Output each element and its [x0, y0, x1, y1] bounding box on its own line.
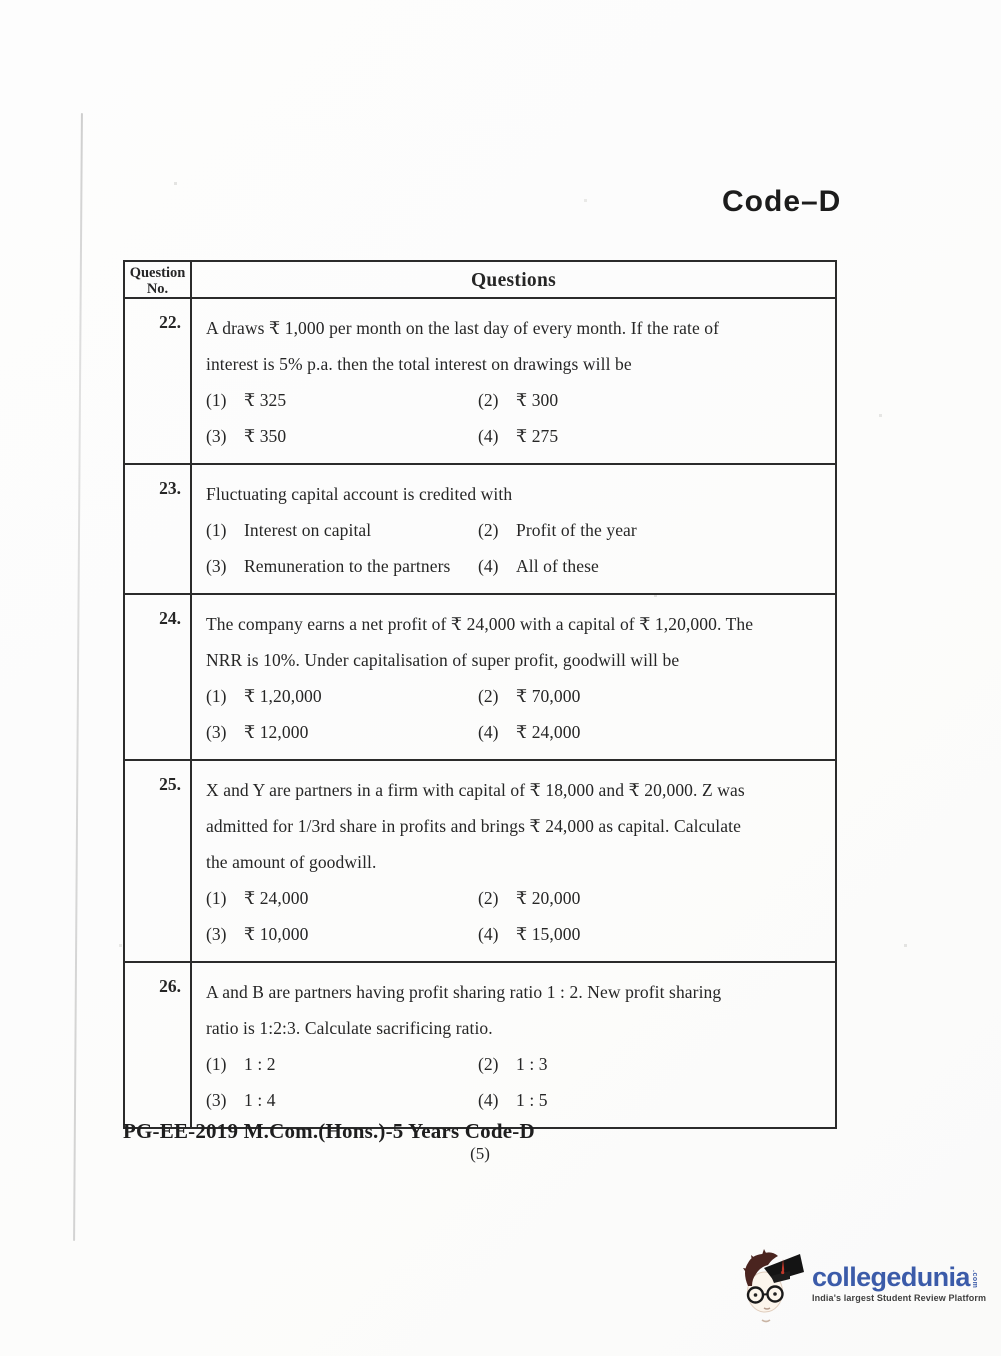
collegedunia-mascot-icon	[738, 1246, 808, 1335]
option	[206, 714, 478, 750]
question-number: 22.	[125, 299, 192, 463]
option-text: 1 : 2	[244, 1054, 276, 1074]
option	[478, 382, 750, 418]
option	[478, 418, 750, 454]
logo-text-block	[812, 1264, 986, 1303]
option-text: ₹ 350	[244, 426, 287, 446]
questions-table	[123, 260, 837, 1129]
option	[478, 916, 750, 952]
option-row	[206, 548, 831, 584]
option	[206, 512, 478, 548]
option-text: 1 : 4	[244, 1090, 276, 1110]
option-label: (3)	[206, 556, 227, 576]
table-header-row	[125, 262, 835, 299]
option-label: (3)	[206, 426, 227, 446]
option	[206, 1082, 478, 1118]
option-text: 1 : 5	[516, 1090, 548, 1110]
question-body	[192, 963, 835, 1127]
option	[478, 512, 750, 548]
exam-code-label: Code–D	[722, 185, 842, 218]
option	[206, 880, 478, 916]
option	[206, 548, 478, 584]
question-text-line: The company earns a net profit of ₹ 24,000 with a capital of ₹ 1,20,000. The	[206, 614, 754, 634]
option-row	[206, 880, 831, 916]
question-row	[125, 963, 835, 1127]
option	[478, 1082, 750, 1118]
option-label: (1)	[206, 888, 227, 908]
option-label: (4)	[478, 722, 499, 742]
option-label: (4)	[478, 1090, 499, 1110]
question-body	[192, 299, 835, 463]
option-label: (1)	[206, 390, 227, 410]
option	[206, 1046, 478, 1082]
question-number: 25.	[125, 761, 192, 961]
question-body	[192, 595, 835, 759]
question-text-line: Fluctuating capital account is credited with	[206, 484, 513, 504]
option-label: (3)	[206, 1090, 227, 1110]
question-text-line: A and B are partners having profit sharing ratio 1 : 2. New profit sharing	[206, 982, 722, 1002]
option-text: Interest on capital	[244, 520, 372, 540]
option-text: ₹ 12,000	[244, 722, 309, 742]
option	[478, 714, 750, 750]
option	[206, 382, 478, 418]
option	[478, 1046, 750, 1082]
option-text: Profit of the year	[516, 520, 637, 540]
logo-tagline: India's largest Student Review Platform	[812, 1293, 987, 1303]
header-questions: Questions	[470, 270, 557, 291]
option	[206, 916, 478, 952]
footer-exam-title: PG-EE-2019 M.Com.(Hons.)-5 Years Code-D	[123, 1119, 535, 1143]
option-label: (2)	[478, 1054, 499, 1074]
collegedunia-logo	[738, 1246, 986, 1335]
question-text-line: NRR is 10%. Under capitalisation of super profit, goodwill will be	[206, 650, 680, 670]
option	[478, 548, 750, 584]
option-text: ₹ 20,000	[516, 888, 581, 908]
option	[478, 880, 750, 916]
option-row	[206, 1046, 831, 1082]
question-rows-container	[125, 299, 835, 1127]
question-text-line: ratio is 1:2:3. Calculate sacrificing ratio.	[206, 1018, 493, 1038]
option-row	[206, 678, 831, 714]
question-text-line: X and Y are partners in a firm with capital of ₹ 18,000 and ₹ 20,000. Z was	[206, 780, 745, 800]
logo-brand-text: collegedunia	[812, 1262, 970, 1292]
option-row	[206, 916, 831, 952]
option-row	[206, 382, 831, 418]
option-text: 1 : 3	[516, 1054, 548, 1074]
option	[206, 678, 478, 714]
question-text-line: interest is 5% p.a. then the total interest on drawings will be	[206, 354, 632, 374]
option-text: ₹ 15,000	[516, 924, 581, 944]
option-row	[206, 714, 831, 750]
question-body	[192, 761, 835, 961]
header-question-no-line1: Question	[129, 265, 186, 281]
option-text: ₹ 24,000	[516, 722, 581, 742]
option-text: ₹ 10,000	[244, 924, 309, 944]
question-text-line: the amount of goodwill.	[206, 852, 377, 872]
option-text: ₹ 1,20,000	[244, 686, 322, 706]
option-label: (2)	[478, 686, 499, 706]
question-row	[125, 465, 835, 595]
question-body	[192, 465, 835, 593]
question-row	[125, 761, 835, 963]
option-text: Remuneration to the partners	[244, 556, 451, 576]
question-row	[125, 299, 835, 465]
question-text-line: A draws ₹ 1,000 per month on the last day of every month. If the rate of	[206, 318, 720, 338]
option-row	[206, 512, 831, 548]
option-label: (4)	[478, 924, 499, 944]
option-label: (2)	[478, 390, 499, 410]
option-text: ₹ 325	[244, 390, 287, 410]
question-number: 26.	[125, 963, 192, 1127]
question-row	[125, 595, 835, 761]
page-fold-line	[73, 113, 83, 1241]
logo-tld-text: .com	[970, 1270, 978, 1289]
option-label: (1)	[206, 520, 227, 540]
option-text: ₹ 70,000	[516, 686, 581, 706]
option-label: (2)	[478, 520, 499, 540]
scan-speckles	[0, 0, 1, 1]
option-label: (3)	[206, 924, 227, 944]
option-text: All of these	[516, 556, 599, 576]
question-number: 24.	[125, 595, 192, 759]
option-row	[206, 418, 831, 454]
option-label: (3)	[206, 722, 227, 742]
question-text-line: admitted for 1/3rd share in profits and brings ₹ 24,000 as capital. Calculate	[206, 816, 741, 836]
header-question-no-line2: No.	[146, 281, 169, 297]
option-text: ₹ 24,000	[244, 888, 309, 908]
option-row	[206, 1082, 831, 1118]
option	[478, 678, 750, 714]
option-text: ₹ 300	[516, 390, 559, 410]
page-number: (5)	[470, 1144, 490, 1163]
question-number: 23.	[125, 465, 192, 593]
option-label: (2)	[478, 888, 499, 908]
option-label: (4)	[478, 556, 499, 576]
option	[206, 418, 478, 454]
option-label: (1)	[206, 686, 227, 706]
option-label: (1)	[206, 1054, 227, 1074]
option-label: (4)	[478, 426, 499, 446]
header-question-no	[125, 262, 192, 297]
option-text: ₹ 275	[516, 426, 559, 446]
